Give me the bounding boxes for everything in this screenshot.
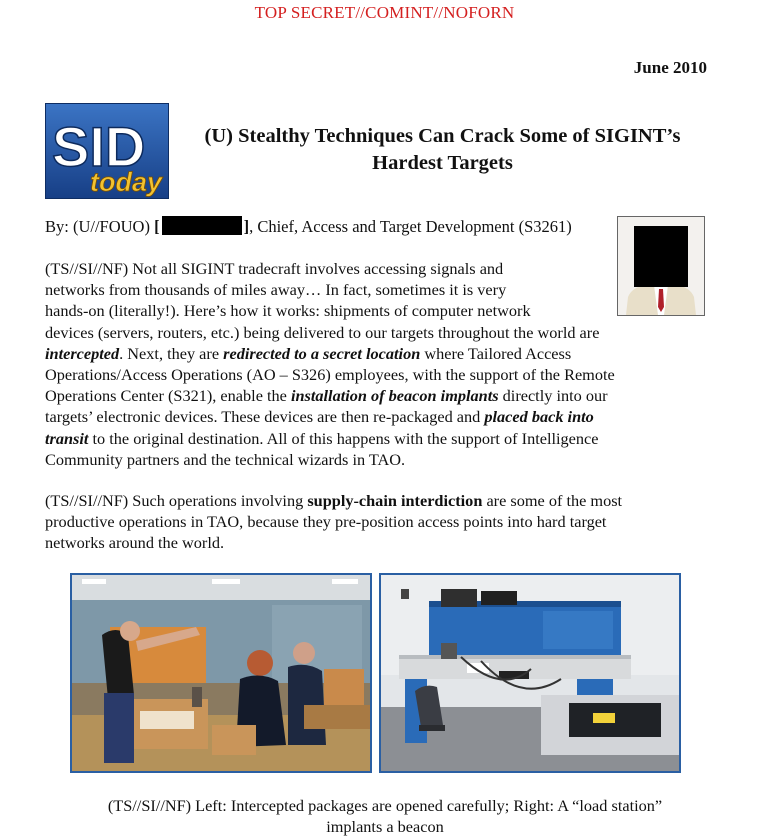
p1-line-4: devices (servers, routers, etc.) being delivered to our targets throughout the world are [45,322,600,342]
caption-line-2: implants a beacon [326,817,444,836]
p1-line-8: targets’ electronic devices. These devices are then re-packaged and placed back into [45,407,594,427]
p2-line-3: networks around the world. [45,533,225,553]
article-title [180,123,705,177]
p1-line-6: Operations/Access Operations (AO – S326) employees, with the support of the Remote [45,365,615,385]
issue-date: June 2010 [633,58,707,77]
sid-today-logo [45,103,169,199]
sid-today-logo-graphic [46,104,168,198]
p1-line-9: transit to the original destination. All of this happens with the support of Intelligence [45,428,599,448]
logo-sid-text: SID [52,115,146,178]
photo-left-graphic [72,575,370,771]
redacted-name [162,216,242,235]
body-paragraph-1 [45,258,735,470]
logo-today-text: today [90,167,163,197]
p1-line-3: hands-on (literally!). Here’s how it works: shipments of computer network [45,301,531,321]
byline: By: (U//FOUO) [ ], Chief, Access and Target Development (S3261) [45,217,572,236]
p1-line-1: (TS//SI//NF) Not all SIGINT tradecraft involves accessing signals and [45,259,504,278]
p1-line-5: intercepted. Next, they are redirected to a secret location where Tailored Access [45,343,572,363]
photo-packages-opened [70,573,372,773]
p2-line-1: (TS//SI//NF) Such operations involving supply-chain interdiction are some of the most [45,491,623,510]
p2-line-2: productive operations in TAO, because they pre-position access points into hard target [45,512,607,532]
byline-suffix: , Chief, Access and Target Development (S3261) [249,217,572,236]
p1-line-7: Operations Center (S321), enable the installation of beacon implants directly into our [45,386,608,406]
photo-load-station [379,573,681,773]
p1-line-10: Community partners and the technical wizards in TAO. [45,449,406,469]
caption-line-1: (TS//SI//NF) Left: Intercepted packages are opened carefully; Right: A “load station” [107,796,663,815]
title-line-1: (U) Stealthy Techniques Can Crack Some of SIGINT’s [204,125,681,147]
photo-right-graphic [381,575,679,771]
classification-banner: TOP SECRET//COMINT//NOFORN [254,3,515,22]
title-line-2: Hardest Targets [372,152,513,174]
p1-line-2: networks from thousands of miles away… In fact, sometimes it is very [45,280,507,300]
body-paragraph-2 [45,490,735,554]
photo-caption [45,795,725,837]
byline-prefix: By: (U//FOUO) [45,217,155,236]
